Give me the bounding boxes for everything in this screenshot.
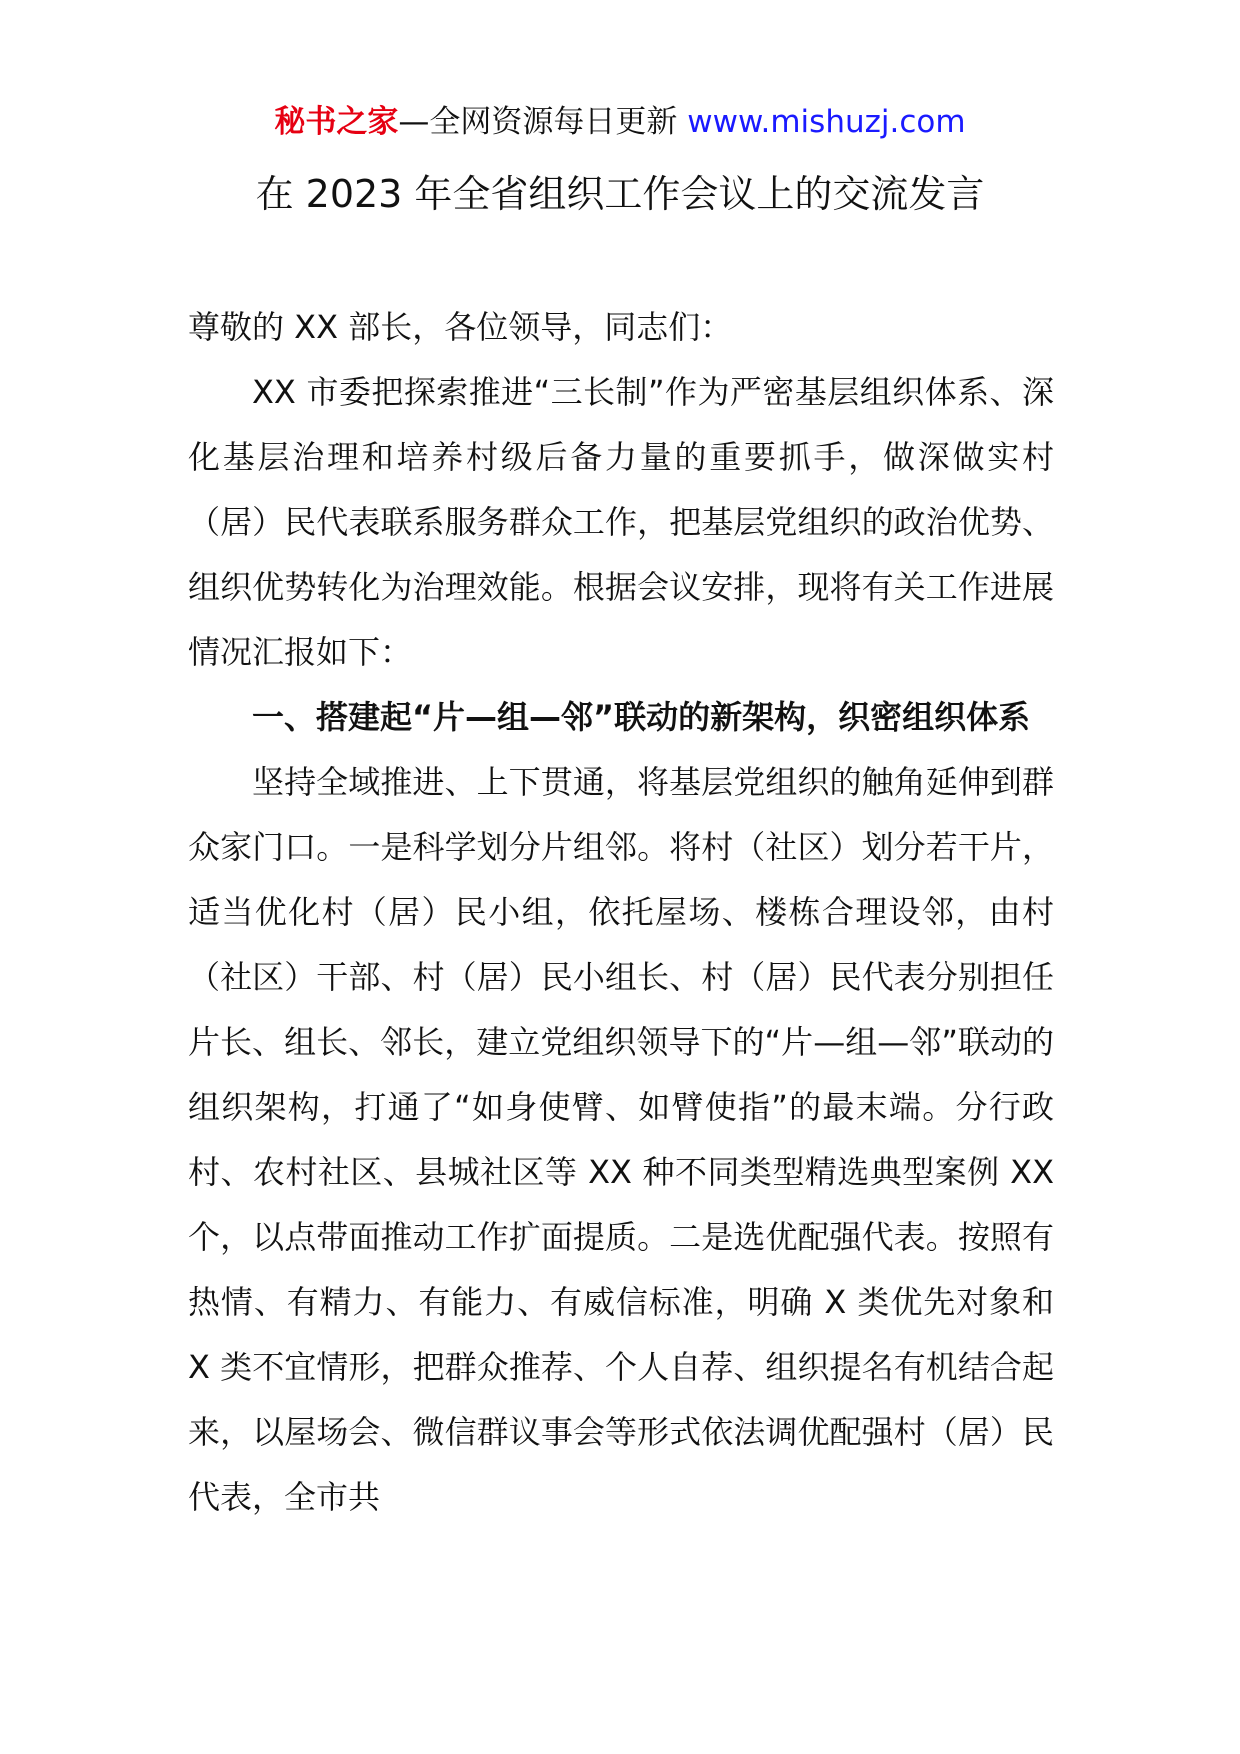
intro-paragraph: XX 市委把探索推进“三长制”作为严密基层组织体系、深化基层治理和培养村级后备力量的重要抓手，做深做实村（居）民代表联系服务群众工作，把基层党组织的政治优势、组织优势转化为治理效能。根据会议安排，现将有关工作进展情况汇报如下： bbox=[188, 373, 1054, 671]
section-paragraph: 坚持全域推进、上下贯通，将基层党组织的触角延伸到群众家门口。一是科学划分片组邻。将村（社区）划分若干片，适当优化村（居）民小组，依托屋场、楼栋合理设邻，由村（社区）干部、村（居）民小组长、村（居）民代表分别担任片长、组长、邻长，建立党组织领导下的“片—组—邻”联动的组织架构，打通了“如身使臂、如臂使指”的最末端。分行政村、农村社区、县城社区等 XX 种不同类型精选典型案例 XX 个，以点带面推动工作扩面提质。二是选优配强代表。按照有热情、有精力、有能力、有威信标准，明确 X 类优先对象和 X 类不宜情形，把群众推荐、个人自荐、组织提名有机结合起来，以屋场会、微信群议事会等形式依法调优配强村（居）民代表，全市共 bbox=[188, 763, 1054, 1516]
site-header bbox=[0, 100, 1240, 144]
document-title: 在 2023 年全省组织工作会议上的交流发言 bbox=[255, 172, 985, 216]
brand-name: 秘书之家 bbox=[274, 104, 399, 140]
section-heading: 一、搭建起“片—组—邻”联动的新架构，织密组织体系 bbox=[252, 698, 1031, 736]
salutation: 尊敬的 XX 部长，各位领导，同志们： bbox=[188, 308, 733, 346]
site-url-link[interactable]: www.mishuzj.com bbox=[687, 104, 966, 140]
document-body bbox=[188, 295, 1054, 1530]
header-slogan: —全网资源每日更新 bbox=[398, 104, 688, 140]
